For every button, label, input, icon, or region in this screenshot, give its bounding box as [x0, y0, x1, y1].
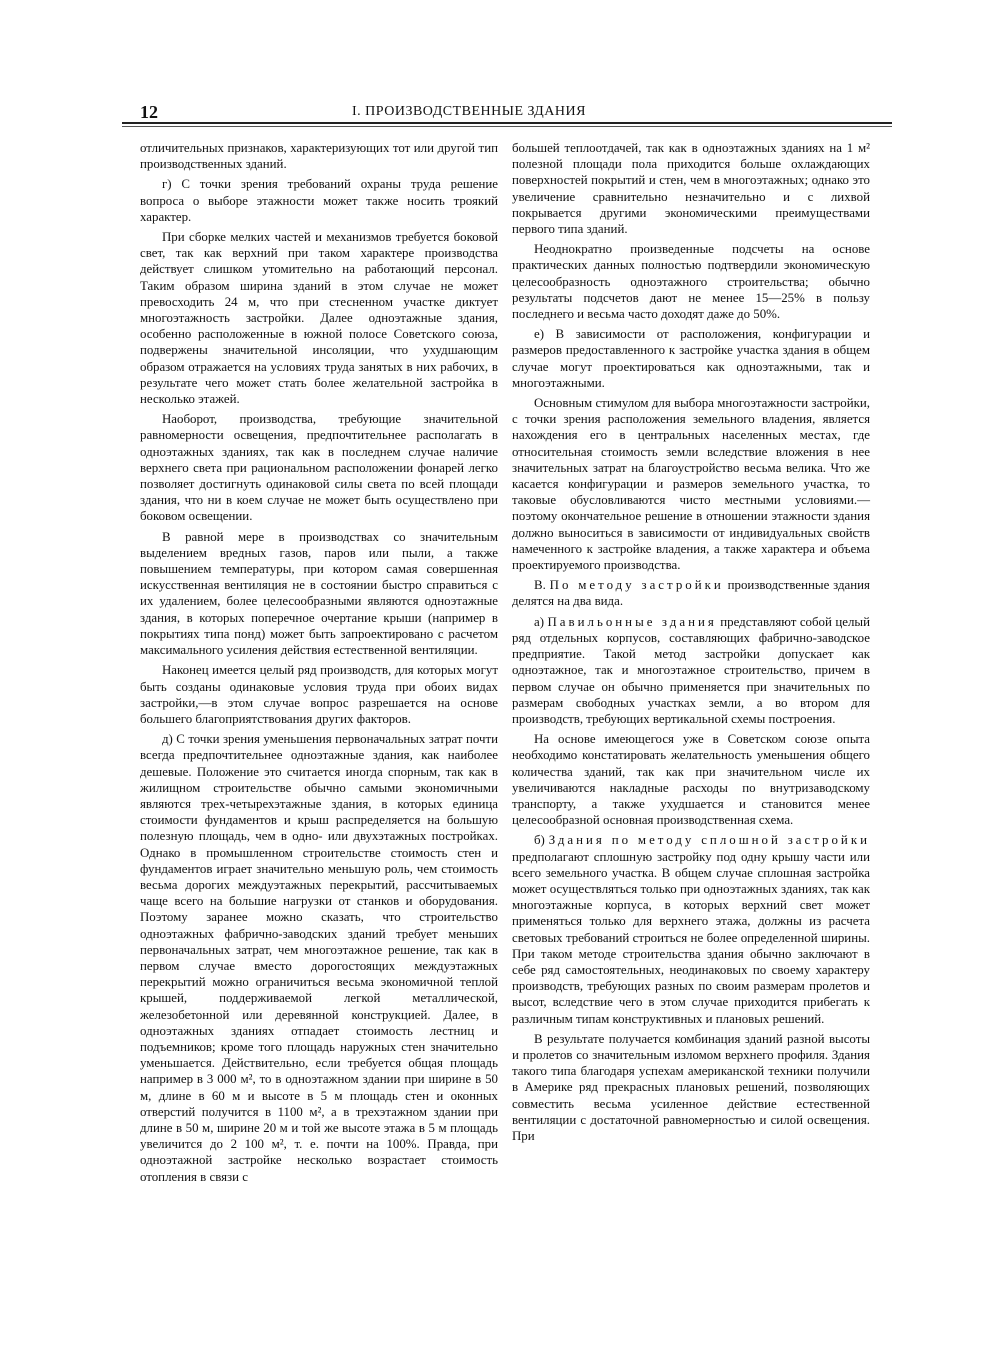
paragraph: На основе имеющегося уже в Советском союзе опыта необходимо констатировать желательность уменьшения общего количества зданий, так как при значительном числе их увеличиваются накладные расходы по внутризаводскому транспорту, а также ухудшается и становится менее целесообразной основная производственная схема.: [512, 732, 870, 828]
paragraph: В равной мере в производствах со значительным выделением вредных газов, паров или пыли, а также повышением температуры, при котором самая совершенная искусственная вентиляция не в состоянии быстро справиться с их удалением, более целесообразными являются одноэтажные здания, в которых поперечное очертание крыши (например в покрытиях типа понд) может быть запроектировано с расчетом максимального усиления действия естественной вентиляции.: [140, 529, 498, 658]
page-number: 12: [140, 102, 158, 122]
paragraph: г) С точки зрения требований охраны труда решение вопроса о выборе этажности может также носить троякий характер.: [140, 177, 498, 224]
section-b-paragraph: В. По методу застройки производственные здания делятся на два вида.: [512, 578, 870, 609]
paragraph: большей теплоотдачей, так как в одноэтажных зданиях на 1 м² полезной площади пола приходится больше охлаждающих поверхностей покрытий и стен, чем в многоэтажных; однако это увеличение сравнительно незначительно и с лихвой покрывается другими экономическими преимуществами первого типа зданий.: [512, 141, 870, 237]
header-rule: [122, 122, 892, 124]
left-column: [140, 140, 498, 1189]
right-column: [512, 140, 870, 1148]
paragraph: При сборке мелких частей и механизмов требуется боковой свет, так как верхний при таком характере производства действует слишком утомительно на работающий персонал. Таким образом ширина зданий в этом случае не может превосходить 24 м, что при стесненном участке диктует многоэтажность застройки. Далее одноэтажные здания, особенно расположенные в южной полосе Советского союза, подвержены значительной инсоляции, что ухудшающим образом отражается на условиях труда занятых в них рабочих, в результате чего может стать более желательной застройка в несколько этажей.: [140, 230, 498, 407]
spaced-term: Павильонные здания: [547, 614, 717, 629]
paragraph: д) С точки зрения уменьшения первоначальных затрат почти всегда предпочтительнее одноэтажные здания, как наиболее дешевые. Положение это считается иногда спорным, так как в жилищном строительстве обычно самыми экономичными являются трех-четырехэтажные здания, в которых единица стоимости фундаментов и крыш распределяется на большую полезную площадь, чем в одно- или двухэтажных постройках. Однако в промышленном строительстве стоимость стен и фундаментов играет значительно меньшую роль, чем стоимость весьма дорогих междуэтажных перекрытий, рассчитываемых чаще всего на большие нагрузки от станков и оборудования. Поэтому заранее можно сказать, что строительство одноэтажных фабрично-заводских зданий требует меньших первоначальных затрат, чем многоэтажное решение, так как в первом случае вместо дорогостоящих междуэтажных перекрытий можно ограничиться весьма экономичной теплой крышей, поддерживаемой легкой металлической, железобетонной или деревянной конструкцией. Далее, в одноэтажных зданиях отпадает стоимость лестниц и подъемников; кроме того площадь наружных стен значительно уменьшается. Действительно, если требуется общая площадь например в 3 000 м², то в одноэтажном здании при ширине в 50 м, длине в 60 м и высоте в 5 м площадь стен и оконных отверстий получится в 1100 м², а в трехэтажном здании при длине в 50 м, ширине 20 м и той же высоте этажа в 5 м площадь увеличится до 2 100 м², т. е. почти на 100%. Правда, при одноэтажной застройке несколько возрастает стоимость отопления в связи с: [140, 732, 498, 1184]
spaced-term: Здания по методу сплошной застройки: [548, 833, 870, 848]
spaced-term: По методу застройки: [549, 578, 724, 593]
paragraph: В результате получается комбинация зданий разной высоты и пролетов со значительным изломом верхнего профиля. Здания такого типа благодаря успехам американской техники получили в Америке ряд прекрасных плановых решений, позволяющих совместить весьма усиленное действие естественной вентиляции с достаточной равномерностью и силой освещения. При: [512, 1031, 870, 1143]
item-a-paragraph: а) Павильонные здания представляют собой целый ряд отдельных корпусов, составляющих фабрично-заводское предприятие. Такой метод застройки допускает как одноэтажное, так и многоэтажное строительство, причем в первом случае он обычно применяется при значительных по размерам свободных участках земли, а во втором для производств, требующих вертикальной схемы построения.: [512, 614, 870, 726]
item-b-paragraph: б) Здания по методу сплошной застройки предполагают сплошную застройку под одну крышу части или всего земельного участка. В общем случае сплошная застройка может осуществляться только при одноэтажных зданиях, так как многоэтажные корпуса, в которых верхний свет может применяться только для верхнего этажа, должны из расчета световых требований строиться не более определенной ширины. При таком методе строительства здания обычно заключают в себе ряд самостоятельных, неодинаковых по своему характеру производств, требующих разных по своим размерам пролетов и высот, вследствие чего в этом случае приходится прибегать к различным типам конструктивных и плановых решений.: [512, 833, 870, 1026]
header-rule-thin: [122, 126, 892, 127]
paragraph: отличительных признаков, характеризующих тот или другой тип производственных зданий.: [140, 141, 498, 172]
page-header: [122, 100, 892, 124]
paragraph: е) В зависимости от расположения, конфигурации и размеров предоставленного к застройке участка здания в общем случае могут проектироваться как одноэтажными, так и многоэтажными.: [512, 327, 870, 390]
paragraph: Основным стимулом для выбора многоэтажности застройки, с точки зрения расположения земельного владения, является нахождения его в центральных населенных местах, где относительная стоимость земли вследствие вложения в нее значительных затрат на благоустройство весьма велика. Что же касается конфигурации и размеров земельного участка, то таковые обусловливаются чисто местными условиями.—поэтому окончательное решение в отношении этажности здания должно выноситься в зависимости от индивидуальных свойств намеченного к застройке владения, а также характера и объема проектируемого производства.: [512, 396, 870, 573]
paragraph: Неоднократно произведенные подсчеты на основе практических данных полностью подтвердили экономическую целесообразность одноэтажного строительства; обычно результаты подсчетов дают не менее 15—25% в пользу последнего и весьма часто доходят даже до 50%.: [512, 242, 870, 322]
paragraph: Наконец имеется целый ряд производств, для которых могут быть созданы одинаковые условия труда при обоих видах застройки,—в этом случае вопрос разрешается на основе большего благоприятствования других факторов.: [140, 663, 498, 726]
running-title: I. ПРОИЗВОДСТВЕННЫЕ ЗДАНИЯ: [352, 104, 586, 119]
paragraph: Наоборот, производства, требующие значительной равномерности освещения, предпочтительнее располагать в одноэтажных зданиях, так как в последнем случае наличие верхнего света при рациональном расположении фонарей легко позволяет достигнуть одинаковой силы света по всей площади здания, что ни в коем случае не может быть осуществлено при боковом освещении.: [140, 412, 498, 524]
